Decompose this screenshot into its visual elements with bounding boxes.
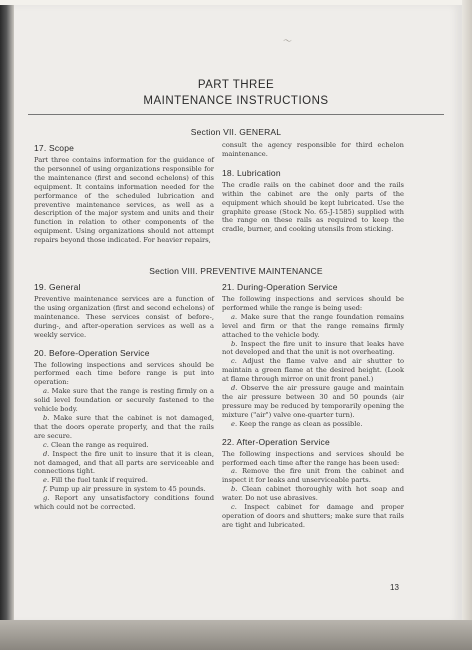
before-item: b. Make sure that the cabinet is not damaged, that the doors operate properly, and that the rails are secure. bbox=[34, 413, 214, 440]
after-intro: The following inspections and services should be performed each time after the range has been used: bbox=[222, 449, 404, 467]
scope-heading: 17. Scope bbox=[34, 143, 75, 153]
general-text: Preventive maintenance services are a function of the using organization (first and second echelons) of maintenance. These services consist of before-, during-, and after-operation services as well as a weekly service. bbox=[34, 295, 214, 339]
section-vii-title: Section VII. GENERAL bbox=[190, 127, 282, 137]
during-item: a. Make sure that the range foundation remains level and firm or that the range remains firmly attached to the vehicle body. bbox=[222, 312, 404, 339]
scope-text: Part three contains information for the guidance of the personnel of using organizations responsible for the maintenance (first and second echelons) of this equipment. It contains information needed for the performance of the scheduled lubrication and preventive maintenance services, as well as a description of the major system and units and their function in relation to other components of the equipment. Using organizations should not attempt repairs beyond those indicated. For heavier repairs, bbox=[34, 156, 214, 245]
during-item: d. Observe the air pressure gauge and maintain the air pressure between 30 and 50 pounds (air pressure may be reduced by temporarily opening the mixture ("air") valve one-quarter turn). bbox=[222, 384, 404, 419]
during-item: c. Adjust the flame valve and air shutter to maintain a green flame at the desired height. (Look at flame through mirror on unit front panel.) bbox=[222, 357, 404, 384]
section-viii-right bbox=[222, 282, 404, 530]
after-item: c. Inspect cabinet for damage and proper operation of doors and shutters; make sure that rails are tight and lubricated. bbox=[222, 503, 404, 529]
after-item: a. Remove the fire unit from the cabinet and inspect it for leaks and unserviceable parts. bbox=[222, 467, 404, 485]
after-heading: 22. After-Operation Service bbox=[222, 436, 330, 447]
scan-bottom-shadow bbox=[0, 620, 472, 650]
after-item: b. Clean cabinet thoroughly with hot soap and water. Do not use abrasives. bbox=[222, 485, 404, 503]
during-heading: 21. During-Operation Service bbox=[222, 282, 338, 292]
before-item: e. Fill the fuel tank if required. bbox=[43, 476, 148, 485]
general-heading: 19. General bbox=[34, 282, 81, 292]
page-number: 13 bbox=[390, 583, 399, 592]
section-viii-title: Section VIII. PREVENTIVE MAINTENANCE bbox=[149, 266, 323, 276]
during-item: e. Keep the range as clean as possible. bbox=[231, 419, 363, 428]
before-intro: The following inspections and services should be performed each time before range is put into operation: bbox=[34, 360, 214, 387]
before-item: c. Clean the range as required. bbox=[43, 440, 149, 449]
part-title: PART THREE bbox=[197, 79, 275, 91]
scope-block bbox=[34, 143, 214, 245]
part-subtitle: MAINTENANCE INSTRUCTIONS bbox=[143, 95, 329, 107]
title-rule bbox=[28, 114, 444, 115]
before-item: a. Make sure that the range is resting firmly on a solid level foundation or securely fastened to the vehicle body. bbox=[34, 387, 214, 414]
lubrication-text: The cradle rails on the cabinet door and the rails within the cabinet are the only parts of the equipment which should be kept lubricated. Use the graphite grease (Stock No. 65-J-1585) supplied with the range on these rails as required to keep the cradle, burner, and cooking utensils from sticking. bbox=[222, 180, 404, 234]
scope-continued: consult the agency responsible for third echelon maintenance. bbox=[222, 141, 404, 158]
section-viii-left bbox=[34, 282, 214, 512]
pencil-mark: 〜 bbox=[283, 37, 293, 47]
before-item: d. Inspect the fire unit to insure that it is clean, not damaged, and that all parts are serviceable and connections tight. bbox=[34, 449, 214, 476]
before-heading: 20. Before-Operation Service bbox=[34, 347, 150, 358]
during-intro: The following inspections and services should be performed while the range is being used: bbox=[222, 295, 404, 312]
before-item: f. Pump up air pressure in system to 45 pounds. bbox=[43, 485, 206, 494]
lubrication-heading: 18. Lubrication bbox=[222, 167, 281, 178]
during-item: b. Inspect the fire unit to insure that leaks have not developed and that the unit is not overheating. bbox=[222, 339, 404, 357]
section-vii-right bbox=[222, 141, 404, 234]
before-item: g. Report any unsatisfactory conditions found which could not be corrected. bbox=[34, 494, 214, 512]
